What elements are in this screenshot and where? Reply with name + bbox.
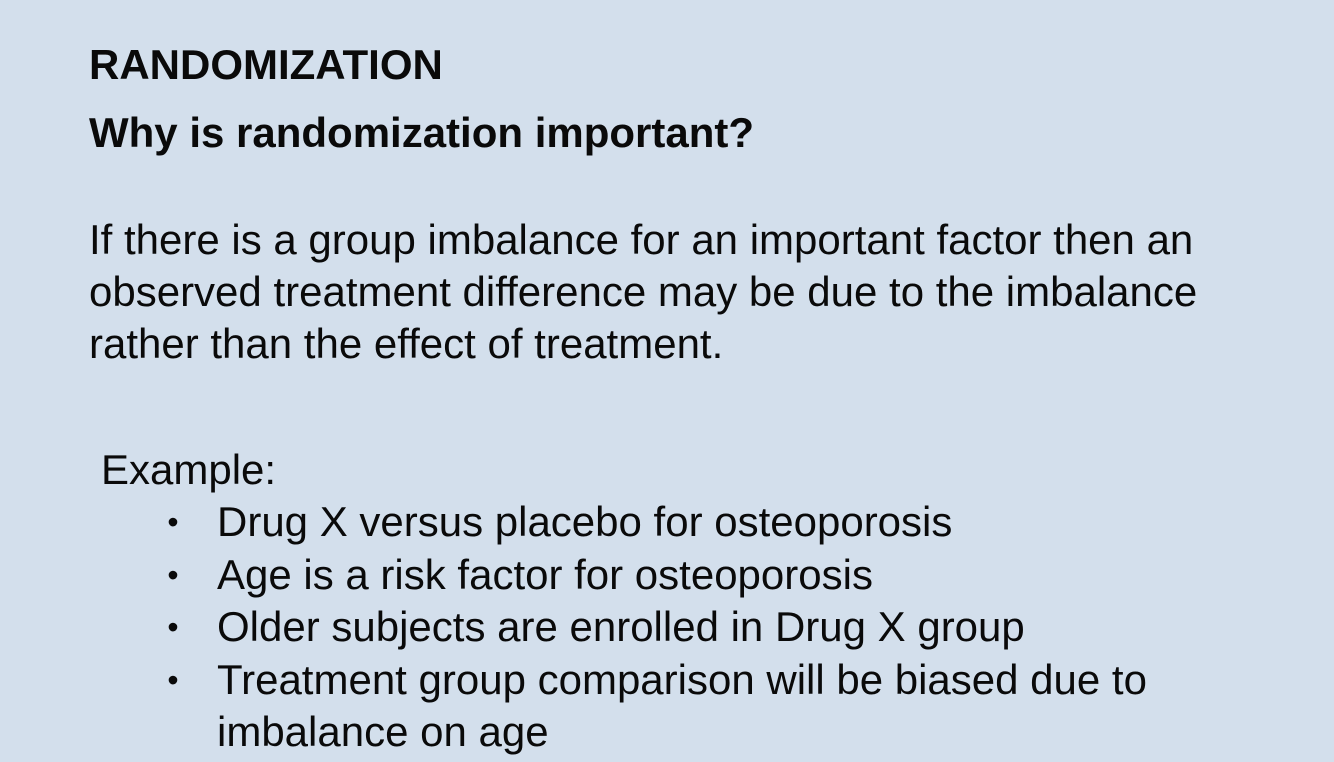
paragraph-line: observed treatment difference may be due to the imbalance: [89, 268, 1198, 315]
bullet-item: [163, 654, 1263, 759]
paragraph-line: If there is a group imbalance for an important factor then an: [89, 216, 1194, 263]
bullet-text: Treatment group comparison will be biased due to imbalance on age: [217, 655, 1147, 755]
slide-subtitle: Why is randomization important?: [89, 109, 755, 156]
example-label: Example:: [101, 446, 277, 493]
bullet-item: [163, 601, 1263, 654]
bullet-text: Age is a risk factor for osteoporosis: [217, 550, 873, 598]
bullet-text: Drug X versus placebo for osteoporosis: [217, 498, 953, 545]
paragraph-line: rather than the effect of treatment.: [89, 320, 724, 367]
bullet-item: [163, 549, 1263, 602]
bullet-item: [163, 496, 1263, 549]
bullet-icon: •: [167, 504, 179, 540]
bullet-icon: •: [167, 556, 179, 593]
explanation-paragraph: [89, 214, 1304, 370]
slide-title: RANDOMIZATION: [89, 41, 443, 88]
bullet-icon: •: [167, 609, 179, 645]
bullet-icon: •: [167, 661, 179, 698]
bullet-text: Older subjects are enrolled in Drug X group: [217, 603, 1025, 650]
example-bullet-list: [163, 496, 1263, 759]
